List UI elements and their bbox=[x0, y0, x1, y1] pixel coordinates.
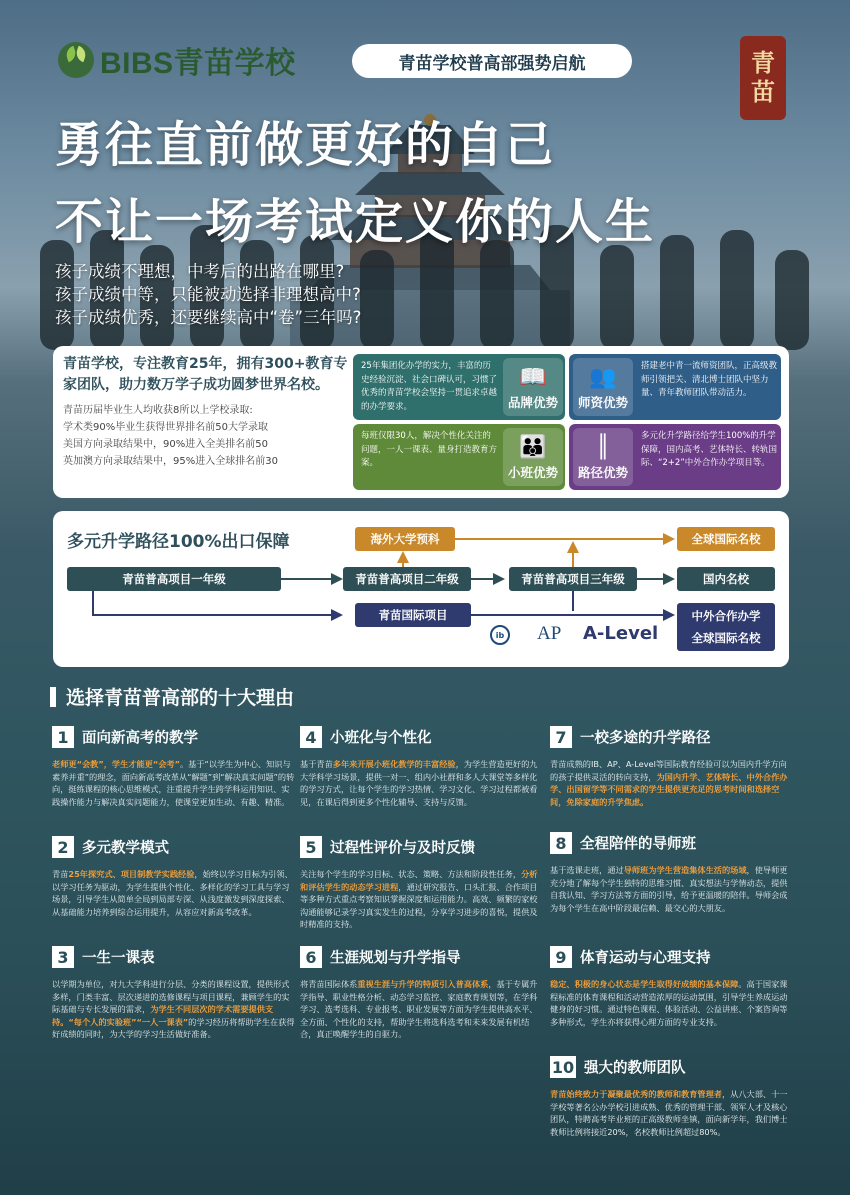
reason-1-num: 1 bbox=[52, 726, 74, 748]
feature-small-class-label: 小班优势 bbox=[507, 465, 558, 480]
reason-8-body: 基于选课走班，通过导师班为学生营造集体生活的场域，使导师更充分地了解每个学生独特的思维习惯、真实想法与学情动态，提供自我认知、学习方法等方面的引导，给予更温暖的陪伴。导师会成为每个学生在高中阶段最信赖、最交心的大朋友。 bbox=[550, 865, 788, 913]
reason-10-title: 强大的教师团队 bbox=[584, 1060, 686, 1077]
reason-3-title: 一生一课表 bbox=[82, 950, 155, 967]
road-icon: ║ bbox=[596, 435, 610, 460]
ap-logo: AP bbox=[537, 623, 562, 644]
book-icon: 📖 bbox=[519, 365, 547, 390]
pathways-title: 多元升学路径100%出口保障 bbox=[67, 532, 290, 552]
reason-9 bbox=[550, 946, 795, 1028]
reason-5-title: 过程性评价与及时反馈 bbox=[330, 840, 475, 857]
intro-note-1: 青苗历届毕业生人均收获8所以上学校录取: bbox=[63, 405, 253, 416]
reason-6-title: 生涯规划与升学指导 bbox=[330, 950, 461, 967]
question-2: 孩子成绩中等，只能被动选择非理想高中? bbox=[55, 285, 361, 304]
reasons-title-text: 选择青苗普高部的十大理由 bbox=[66, 687, 295, 709]
reason-5-body: 关注每个学生的学习目标、状态、策略、方法和阶段性任务，分析和评估学生的动态学习进程，通过研究报告、口头汇报、合作项目等多种方式重点考察知识掌握深度和运用能力。高效、频繁的家校沟通能够记录学习真实发生的过程，分享学习进步的喜悦，提供及时精准的支持。 bbox=[300, 869, 538, 929]
node-domestic: 国内名校 bbox=[677, 567, 775, 591]
feature-brand bbox=[353, 354, 565, 420]
question-1: 孩子成绩不理想，中考后的出路在哪里? bbox=[55, 262, 345, 281]
reason-10 bbox=[550, 1056, 795, 1138]
reason-6 bbox=[300, 946, 545, 1041]
team-icon: 👥 bbox=[589, 365, 617, 390]
reason-6-body: 将青苗国际体系重视生涯与升学的特质引入普高体系，基于专属升学指导、职业性格分析、动态学习监控、家庭教育规划等，在学科学习、选考选科、专业报考、职业发展等方面为学生提供高水平、全方面、个性化的支持，帮助学生将选科选考和未来发展有机结合，真正唤醒学生的自驱力。 bbox=[300, 979, 538, 1039]
node-overseas-prep: 海外大学预科 bbox=[355, 527, 455, 551]
intro-notes bbox=[63, 402, 348, 470]
feature-brand-desc: 25年集团化办学的实力，丰富的历史经验沉淀、社会口碑认可，习惯了优秀的青苗学校会坚持一贯追求卓越的办学要求。 bbox=[361, 361, 498, 412]
intro-title: 青苗学校，专注教育25年，拥有300+教育专家团队，助力数万学子成功圆梦世界名校。 bbox=[63, 356, 348, 393]
launch-banner: 青苗学校普高部强势启航 bbox=[352, 44, 632, 78]
reason-2-num: 2 bbox=[52, 836, 74, 858]
reason-7-num: 7 bbox=[550, 726, 572, 748]
feature-pathway-label: 路径优势 bbox=[577, 465, 628, 480]
reason-4-title: 小班化与个性化 bbox=[330, 730, 432, 747]
reason-3-num: 3 bbox=[52, 946, 74, 968]
reason-1-body: 老师更“会教”，学生才能更“会考”。基于“以学生为中心、知识与素养并重”的理念，面向新高考改革从“解题”到“解决真实问题”的转向，挺练课程的核心思维模式，注重提升学生跨学科运用知识、实践操作能力与解决真实问题能力，使课堂更加生动、有趣、精准。 bbox=[52, 759, 295, 807]
reason-6-num: 6 bbox=[300, 946, 322, 968]
seal-stamp bbox=[740, 36, 786, 120]
pathways-card bbox=[53, 511, 789, 667]
headline-line-2: 不让一场考试定义你的人生 bbox=[55, 194, 656, 250]
feature-faculty-desc: 搭建老中青一流师资团队，正高级教师引领把关、清北博士团队中坚力量、青年教师团队带动活力。 bbox=[641, 361, 778, 398]
reason-5-num: 5 bbox=[300, 836, 322, 858]
question-3: 孩子成绩优秀，还要继续高中“卷”三年吗? bbox=[55, 308, 362, 327]
node-joint-line2: 全球国际名校 bbox=[691, 631, 761, 645]
node-joint bbox=[677, 603, 775, 651]
reason-4 bbox=[300, 726, 545, 808]
node-global-top: 全球国际名校 bbox=[677, 527, 775, 551]
feature-faculty-label: 师资优势 bbox=[577, 395, 628, 410]
feature-faculty bbox=[569, 354, 781, 420]
reason-8-title: 全程陪伴的导师班 bbox=[580, 836, 696, 853]
feature-small-class-desc: 每班仅限30人，解决个性化关注的问题，一人一课表、量身打造教育方案。 bbox=[361, 431, 498, 468]
intro-note-2: 学术类90%毕业生获得世界排名前50大学录取 bbox=[63, 422, 268, 433]
reason-9-title: 体育运动与心理支持 bbox=[580, 950, 711, 967]
reason-8-num: 8 bbox=[550, 832, 572, 854]
intro-text bbox=[63, 354, 348, 470]
reason-3-body: 以学期为单位，对九大学科进行分层、分类的课程设置，提供形式多样，门类丰富、层次递进的选修课程与项目课程，兼顾学生的实际基础与专长发展的需求，为学生不同层次的学术需要提供支持。“每个人的实验班”“一人一课表”的学习经历将帮助学生在获得好成绩的同时，为大学的学习生活做好准备。 bbox=[52, 979, 295, 1039]
people-icon: 👪 bbox=[519, 435, 547, 460]
headline-line-1: 勇往直前做更好的自己 bbox=[55, 117, 556, 173]
reason-7 bbox=[550, 726, 795, 808]
reason-9-num: 9 bbox=[550, 946, 572, 968]
questions-block bbox=[55, 260, 361, 329]
sprout-icon bbox=[58, 42, 94, 78]
node-grade2: 青苗普高项目二年级 bbox=[343, 567, 471, 591]
school-logo bbox=[58, 38, 296, 82]
seal-char-1: 青 bbox=[751, 48, 775, 78]
title-bar bbox=[50, 687, 56, 707]
reason-10-body: 青苗始终致力于凝聚最优秀的教师和教育管理者，从八大部、十一学校等著名公办学校引进成熟、优秀的管理干部、领军人才及核心团队，特聘高考毕业班的正高级教师坐镇，面向新学年，我们博士教师比例将接近20%，名校教师比例超过80%。 bbox=[550, 1089, 788, 1137]
node-grade3: 青苗普高项目三年级 bbox=[509, 567, 637, 591]
intro-card bbox=[53, 346, 789, 498]
intro-note-3: 美国方向录取结果中，90%进入全美排名前50 bbox=[63, 439, 268, 450]
seal-char-2: 苗 bbox=[751, 77, 775, 106]
reason-1-title: 面向新高考的教学 bbox=[82, 730, 198, 747]
reason-8 bbox=[550, 832, 795, 914]
reason-2-body: 青苗25年探究式、项目制教学实践经验，始终以学习目标为引领、以学习任务为驱动，为学生提供个性化、多样化的学习工具与学习场景，引导学生从简单全局到局部专深、从浅度激发到深度探索、从基础能力培养到综合运用提升，从容应对新高考改革。 bbox=[52, 869, 293, 917]
alevel-logo: A-Level bbox=[583, 623, 659, 644]
node-grade1: 青苗普高项目一年级 bbox=[67, 567, 281, 591]
reason-5 bbox=[300, 836, 545, 931]
reasons-title bbox=[50, 683, 294, 710]
reason-7-body: 青苗成熟的IB、AP、A-Level等国际教育经验可以为国内升学方向的孩子提供灵活的转向支持，为国内升学、艺体特长、中外合作办学、出国留学等不同需求的学生提供更充足的思考时间和选择空间，免除家庭的升学焦虑。 bbox=[550, 759, 788, 807]
reason-2 bbox=[52, 836, 297, 918]
feature-pathway-desc: 多元化升学路径给学生100%的升学保障，国内高考、艺体特长、转轨国际、“2+2”中外合作办学项目等。 bbox=[641, 431, 778, 468]
logo-text: BIBS青苗学校 bbox=[100, 47, 296, 80]
feature-small-class-tile bbox=[503, 428, 563, 486]
reason-1 bbox=[52, 726, 297, 808]
intro-note-4: 英加澳方向录取结果中，95%进入全球排名前30 bbox=[63, 456, 278, 467]
reason-7-title: 一校多途的升学路径 bbox=[580, 730, 711, 747]
node-joint-line1: 中外合作办学 bbox=[691, 609, 761, 623]
reason-3 bbox=[52, 946, 297, 1041]
reason-9-body: 稳定、积极的身心状态是学生取得好成绩的基本保障。高于国家课程标准的体育课程和活动营造浓厚的运动氛围，引导学生养成运动健身的好习惯。通过特色课程、体验活动、公益讲座、个案咨询等多种形式，学生亦将获得心理方面的专业支持。 bbox=[550, 979, 788, 1027]
feature-brand-tile bbox=[503, 358, 563, 416]
reason-4-num: 4 bbox=[300, 726, 322, 748]
ib-logo: ib bbox=[490, 625, 510, 645]
feature-pathway bbox=[569, 424, 781, 490]
node-intl-project: 青苗国际项目 bbox=[355, 603, 471, 627]
reason-2-title: 多元教学模式 bbox=[82, 840, 169, 857]
feature-pathway-tile bbox=[573, 428, 633, 486]
feature-brand-label: 品牌优势 bbox=[507, 395, 558, 410]
reason-4-body: 基于青苗多年来开展小班化教学的丰富经验，为学生营造更好的九大学科学习场景，提供一对一、组内小社群和多人大课堂等多样化的学习方式，让每个学生的学习热情、学习文化、学习过程都被看见，在课后得到更多个性化辅导、支持与反馈。 bbox=[300, 759, 538, 807]
reason-10-num: 10 bbox=[551, 1057, 575, 1077]
feature-small-class bbox=[353, 424, 565, 490]
feature-faculty-tile bbox=[573, 358, 633, 416]
